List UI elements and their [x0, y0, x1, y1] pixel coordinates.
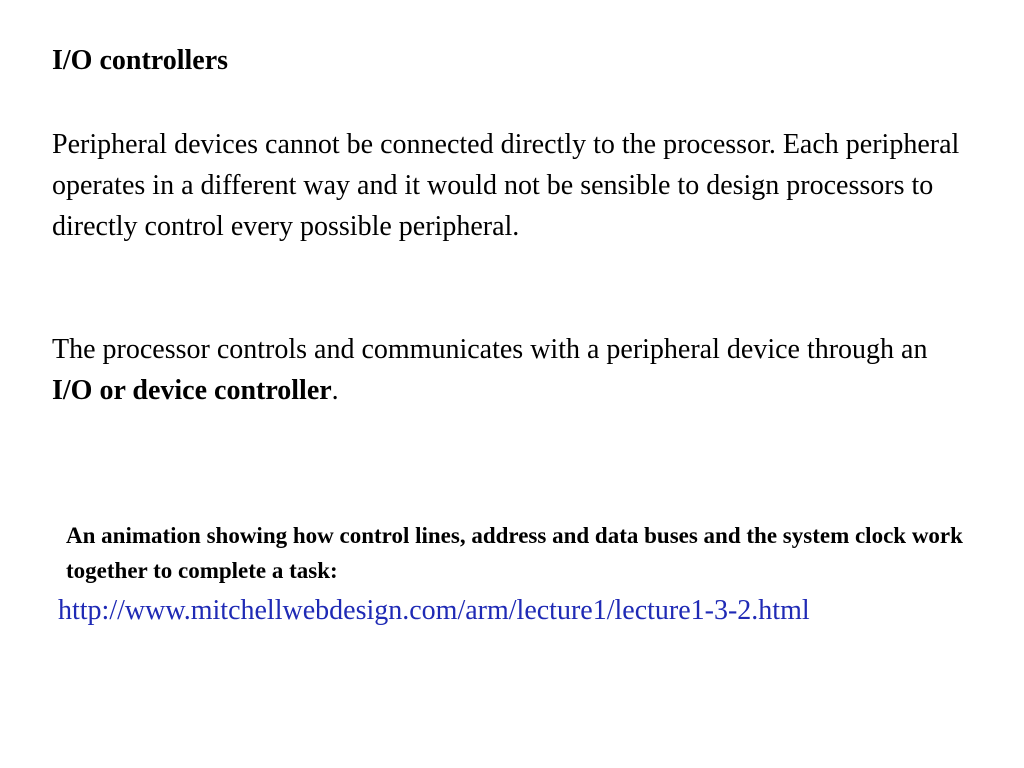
animation-link[interactable]: http://www.mitchellwebdesign.com/arm/lecture1/lecture1-3-2.html: [58, 595, 810, 626]
paragraph-peripheral-devices: Peripheral devices cannot be connected directly to the processor. Each peripheral operates in a different way and it would not be sensible to design processors to directly control every possible peripheral.: [52, 129, 960, 242]
device-controller-term: I/O or device controller: [52, 375, 332, 406]
paragraph-processor-controls: [52, 329, 972, 411]
paragraph-2-period: .: [331, 375, 339, 406]
slide-title: I/O controllers: [52, 45, 229, 76]
paragraph-2-text: The processor controls and communicates with a peripheral device through an: [52, 334, 928, 365]
animation-caption: An animation showing how control lines, address and data buses and the system clock work together to complete a task:: [66, 523, 963, 583]
